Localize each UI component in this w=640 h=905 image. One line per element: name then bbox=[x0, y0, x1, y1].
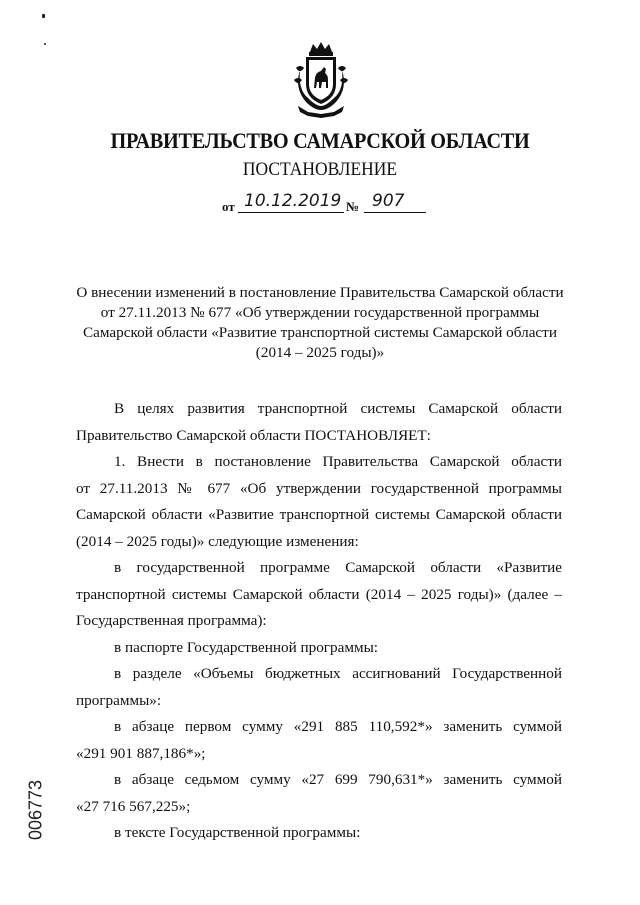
paragraph-program bbox=[76, 555, 562, 635]
body-line: Самарской области «Развитие транспортной системы Самарской области bbox=[76, 506, 562, 523]
document-body bbox=[76, 396, 562, 847]
number-underline bbox=[364, 212, 426, 213]
number-label: № bbox=[346, 199, 360, 214]
paragraph-section bbox=[76, 661, 562, 714]
body-line: в тексте Государственной программы: bbox=[114, 824, 361, 841]
stamp-number-text: 006773 bbox=[25, 779, 46, 841]
date-from-label: от bbox=[222, 199, 235, 214]
paragraph-preamble bbox=[76, 396, 562, 449]
paragraph-item-1 bbox=[76, 449, 562, 555]
document-type: ПОСТАНОВЛЕНИЕ bbox=[242, 159, 398, 180]
handwritten-number: 907 bbox=[372, 191, 405, 211]
paragraph-program-text bbox=[76, 820, 562, 847]
body-line: в государственной программе Самарской области «Развитие bbox=[114, 559, 562, 576]
body-line: «291 901 887,186*»; bbox=[76, 744, 206, 762]
body-line: транспортной системы Самарской области (2014 – 2025 годы)» (далее – bbox=[76, 585, 562, 603]
subject-line: О внесении изменений в постановление Правительства Самарской области bbox=[76, 284, 564, 301]
body-line: от 27.11.2013 № 677 «Об утверждении государственной программы bbox=[76, 479, 562, 497]
paragraph-seventh-amount bbox=[76, 767, 562, 820]
body-line: «27 716 567,225»; bbox=[76, 797, 191, 815]
subject-line: Самарской области «Развитие транспортной системы Самарской области bbox=[83, 324, 557, 341]
body-line: в абзаце седьмом сумму «27 699 790,631*» заменить суммой bbox=[114, 771, 562, 788]
registration-stamp-number bbox=[26, 770, 46, 850]
body-line: В целях развития транспортной системы Самарской области bbox=[114, 400, 562, 417]
paragraph-first-amount bbox=[76, 714, 562, 767]
body-line: 1. Внести в постановление Правительства Самарской области bbox=[114, 453, 562, 470]
handwritten-date: 10.12.2019 bbox=[244, 191, 342, 211]
body-line: Государственная программа): bbox=[76, 612, 267, 629]
body-line: в разделе «Объемы бюджетных ассигнований Государственной bbox=[114, 665, 562, 682]
body-line: Правительство Самарской области ПОСТАНОВЛЯЕТ: bbox=[76, 426, 431, 444]
organization-title: ПРАВИТЕЛЬСТВО САМАРСКОЙ ОБЛАСТИ bbox=[110, 128, 530, 153]
subject-line: (2014 – 2025 годы)» bbox=[255, 344, 385, 361]
paragraph-passport bbox=[76, 635, 562, 662]
body-line: в абзаце первом сумму «291 885 110,592*» заменить суммой bbox=[114, 718, 562, 735]
body-line: в паспорте Государственной программы: bbox=[114, 638, 379, 656]
subject-line: от 27.11.2013 № 677 «Об утверждении государственной программы bbox=[100, 304, 540, 321]
body-line: (2014 – 2025 годы)» следующие изменения: bbox=[76, 532, 359, 550]
document-subject bbox=[60, 283, 580, 363]
scan-speck bbox=[44, 43, 46, 45]
body-line: программы»: bbox=[76, 691, 162, 709]
coat-of-arms-emblem bbox=[286, 40, 356, 120]
scan-speck bbox=[42, 14, 45, 18]
date-number-line bbox=[222, 193, 442, 217]
date-underline bbox=[238, 212, 344, 213]
